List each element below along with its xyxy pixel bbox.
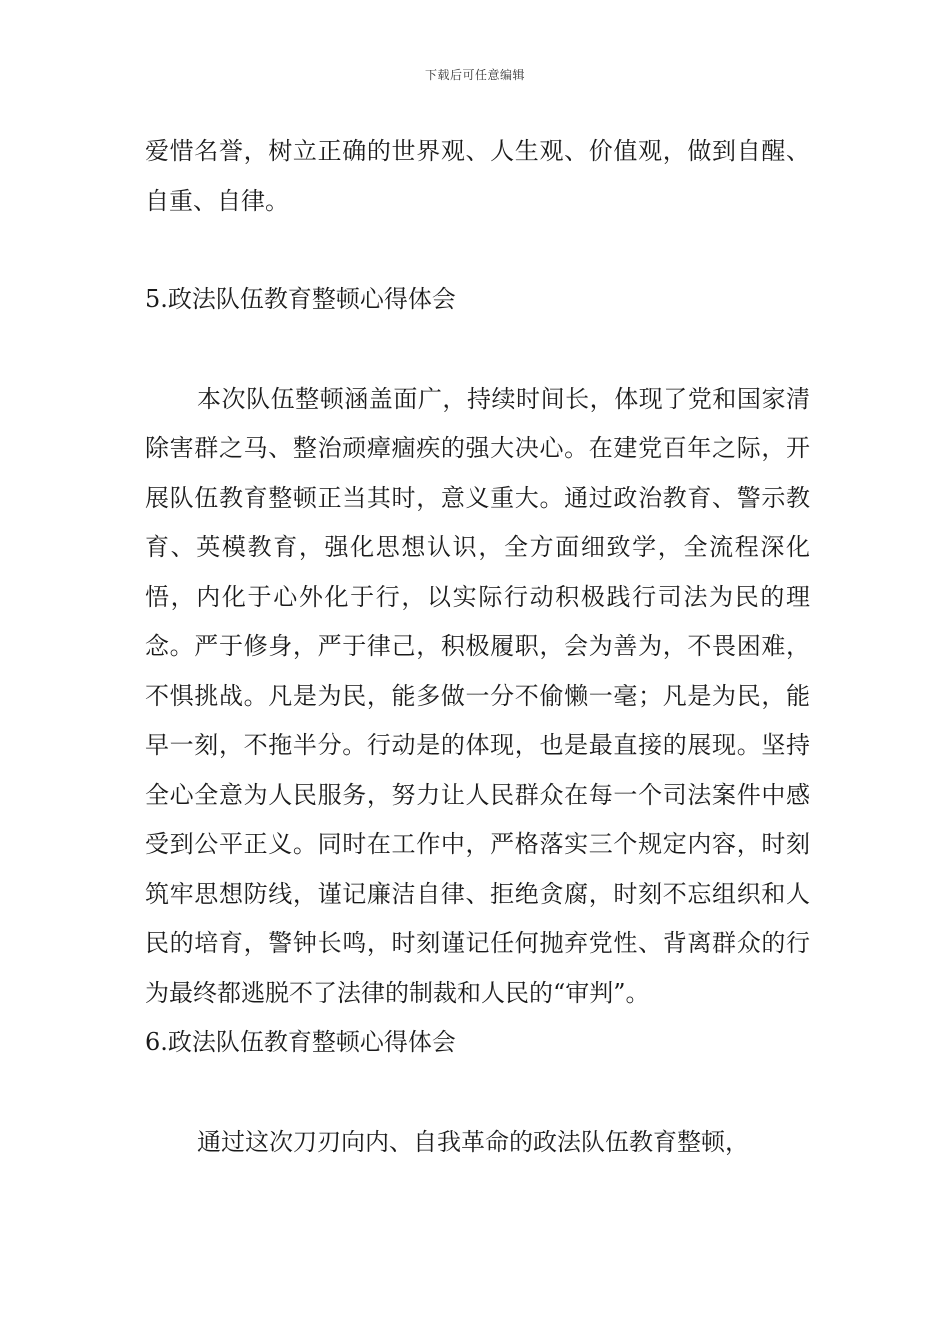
section-heading-6: 6.政法队伍教育整顿心得体会 (145, 1028, 456, 1056)
page-header: 下载后可任意编辑 (424, 68, 525, 82)
document-body (145, 127, 810, 1167)
paragraph-continued: 爱惜名誉，树立正确的世界观、人生观、价值观，做到自醒、自重、自律。 (145, 137, 810, 215)
paragraph-section-5: 本次队伍整顿涵盖面广，持续时间长，体现了党和国家清除害群之马、整治顽瘴痼疾的强大决心。在建党百年之际，开展队伍教育整顿正当其时，意义重大。通过政治教育、警示教育、英模教育，强化思想认识，全方面细致学，全流程深化悟，内化于心外化于行，以实际行动积极践行司法为民的理念。严于修身，严于律己，积极履职，会为善为，不畏困难，不惧挑战。凡是为民，能多做一分不偷懒一毫；凡是为民，能早一刻，不拖半分。行动是的体现，也是最直接的展现。坚持全心全意为人民服务，努力让人民群众在每一个司法案件中感受到公平正义。同时在工作中，严格落实三个规定内容，时刻筑牢思想防线，谨记廉洁自律、拒绝贪腐，时刻不忘组织和人民的培育，警钟长鸣，时刻谨记任何抛弃党性、背离群众的行为最终都逃脱不了法律的制裁和人民的“审判”。 (145, 384, 810, 1007)
section-heading-5: 5.政法队伍教育整顿心得体会 (145, 285, 456, 313)
paragraph-section-6: 通过这次刀刃向内、自我革命的政法队伍教育整顿， (197, 1127, 749, 1156)
